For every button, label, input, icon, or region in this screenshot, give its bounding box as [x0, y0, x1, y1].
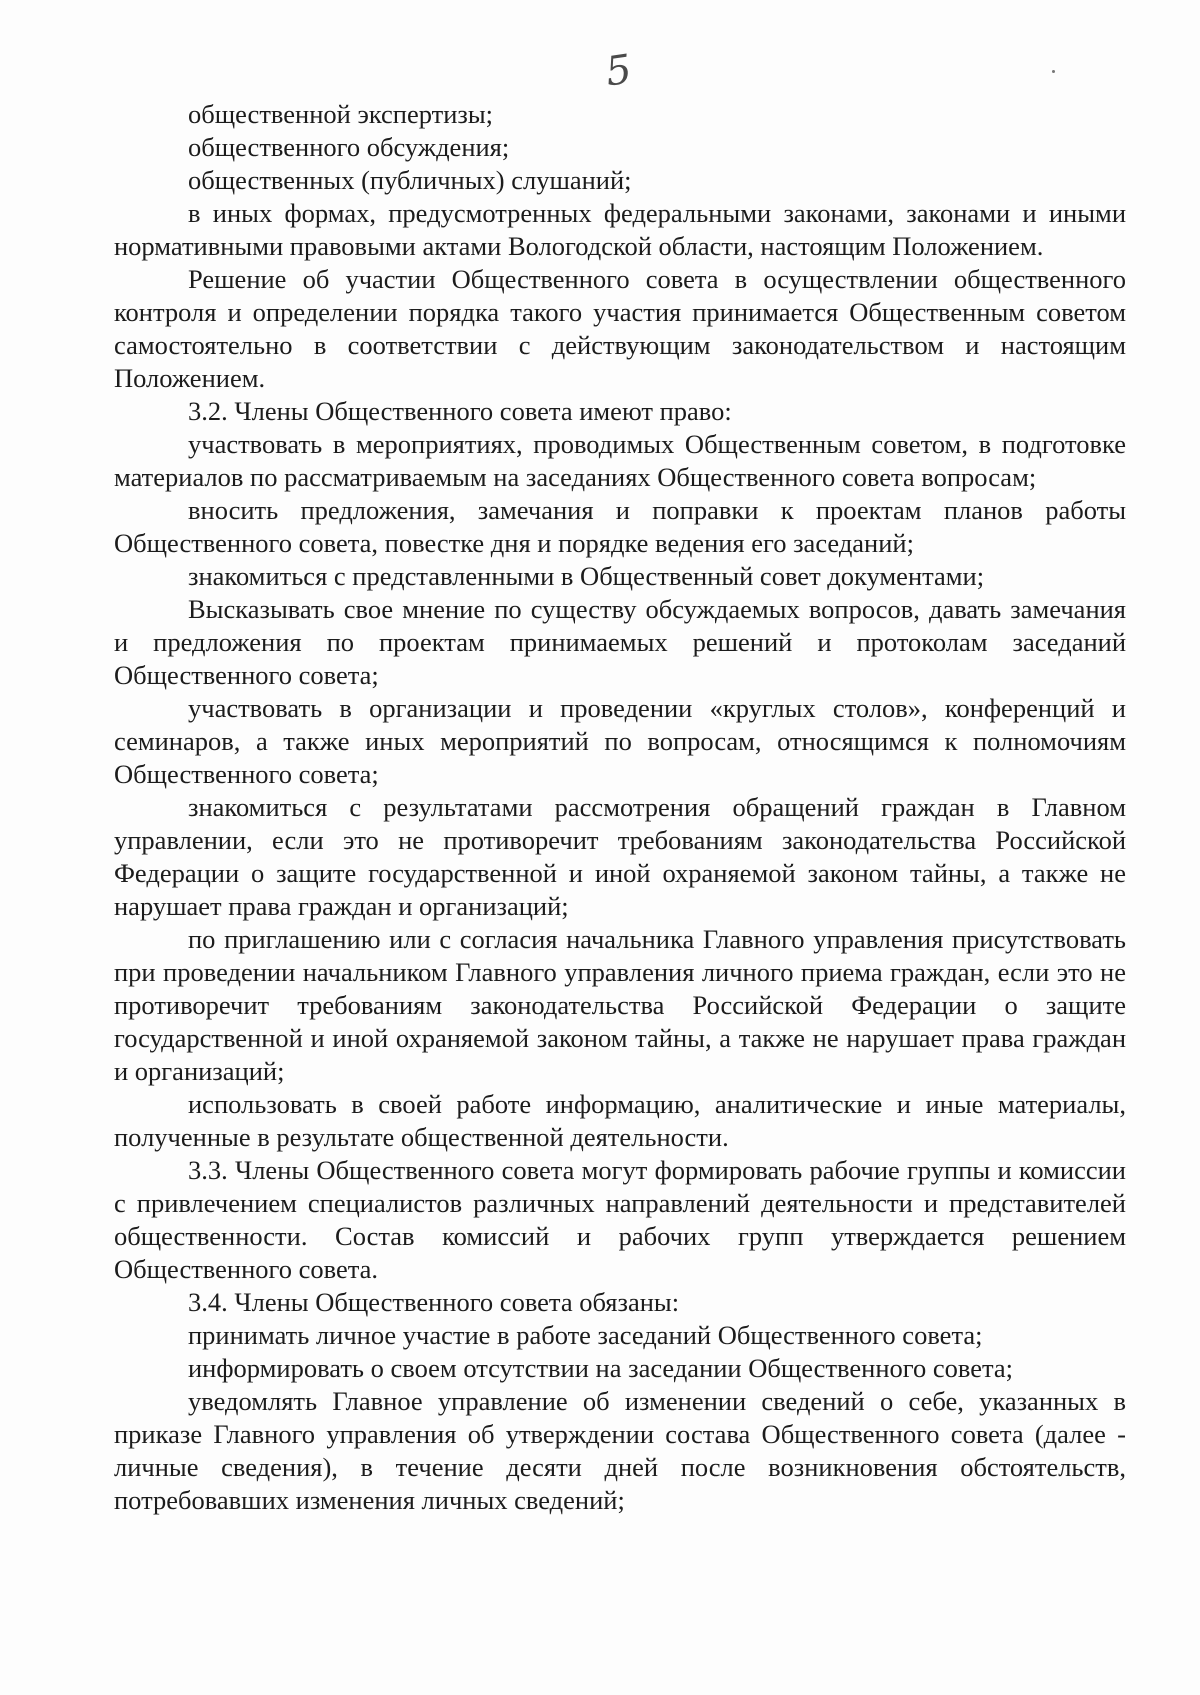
- paragraph: использовать в своей работе информацию, аналитические и иные материалы, полученные в результате общественной деятельности.: [114, 1089, 1126, 1152]
- paragraph: по приглашению или с согласия начальника Главного управления присутствовать при проведении начальником Главного управления личного приема граждан, если это не противоречит требованиям законодательства Российской Федерации о защите государственной и иной охраняемой законом тайны, а также не нарушает права граждан и организаций;: [114, 924, 1126, 1086]
- section-heading: 3.4. Члены Общественного совета обязаны:: [188, 1287, 680, 1317]
- paragraph: участвовать в организации и проведении «круглых столов», конференций и семинаров, а также иных мероприятий по вопросам, относящимся к полномочиям Общественного совета;: [114, 693, 1126, 789]
- paragraph: вносить предложения, замечания и поправки к проектам планов работы Общественного совета, повестке дня и порядке ведения его заседаний;: [114, 495, 1126, 558]
- paragraph: в иных формах, предусмотренных федеральными законами, законами и иными нормативными правовыми актами Вологодской области, настоящим Положением.: [114, 198, 1126, 261]
- page-number: 5: [602, 46, 635, 96]
- paragraph: общественных (публичных) слушаний;: [188, 165, 632, 195]
- paragraph: Высказывать свое мнение по существу обсуждаемых вопросов, давать замечания и предложения по проектам принимаемых решений и протоколам заседаний Общественного совета;: [114, 594, 1126, 690]
- paragraph: уведомлять Главное управление об изменении сведений о себе, указанных в приказе Главного управления об утверждении состава Общественного совета (далее - личные сведения), в течение десяти дней после возникновения обстоятельств, потребовавших изменения личных сведений;: [114, 1386, 1126, 1515]
- paragraph: знакомиться с представленными в Общественный совет документами;: [188, 561, 985, 591]
- document-body: [114, 98, 1126, 1517]
- paragraph: участвовать в мероприятиях, проводимых Общественным советом, в подготовке материалов по рассматриваемым на заседаниях Общественного совета вопросам;: [114, 429, 1126, 492]
- paragraph: информировать о своем отсутствии на заседании Общественного совета;: [188, 1353, 1014, 1383]
- paragraph: общественного обсуждения;: [188, 132, 510, 162]
- paragraph: Решение об участии Общественного совета в осуществлении общественного контроля и определении порядка такого участия принимается Общественным советом самостоятельно в соответствии с действующим законодательством и настоящим Положением.: [114, 264, 1126, 393]
- paragraph: общественной экспертизы;: [188, 99, 494, 129]
- paragraph: принимать личное участие в работе заседаний Общественного совета;: [188, 1320, 983, 1350]
- paragraph: 3.3. Члены Общественного совета могут формировать рабочие группы и комиссии с привлечением специалистов различных направлений деятельности и представителей общественности. Состав комиссий и рабочих групп утверждается решением Общественного совета.: [114, 1155, 1126, 1284]
- paragraph: знакомиться с результатами рассмотрения обращений граждан в Главном управлении, если это не противоречит требованиям законодательства Российской Федерации о защите государственной и иной охраняемой законом тайны, а также не нарушает права граждан и организаций;: [114, 792, 1126, 921]
- section-heading: 3.2. Члены Общественного совета имеют право:: [188, 396, 732, 426]
- scan-speck: [1052, 70, 1055, 73]
